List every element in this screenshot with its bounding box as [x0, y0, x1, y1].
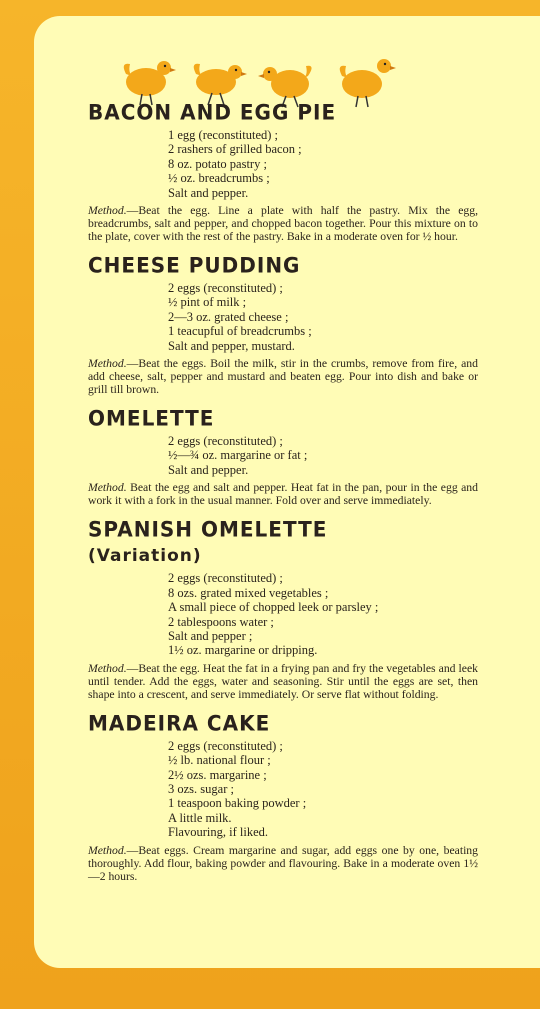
- ingredient-item: 1½ oz. margarine or dripping.: [168, 643, 318, 658]
- ingredient-list: [168, 281, 478, 353]
- recipe-title: CHEESE PUDDING: [88, 252, 301, 278]
- recipe-bacon-and-egg-pie: [88, 98, 478, 243]
- ingredient-item: ½ oz. breadcrumbs ;: [168, 171, 270, 186]
- method-paragraph: [88, 357, 478, 396]
- method-label: Method.: [88, 481, 127, 495]
- method-text: —Beat the egg. Heat the fat in a frying pan and fry the vegetables and leek until tender. Add the eggs, water and seasoning. Stir until the eggs are set, then shape into a crescent, and serve immediately. Or serve flat without folding.: [88, 661, 478, 701]
- method-paragraph: [88, 204, 478, 243]
- method-text: —Beat the egg. Line a plate with half the pastry. Mix the egg, breadcrumbs, salt and pepper, and chopped bacon together. Pour this mixture on to the plate, cover with the rest of the pastry. Bake in a moderate oven for ½ hour.: [88, 204, 478, 244]
- recipe-madeira-cake: [88, 709, 478, 883]
- ingredient-item: 2 eggs (reconstituted) ;: [168, 281, 283, 296]
- ingredient-item: 2 rashers of grilled bacon ;: [168, 142, 302, 157]
- method-label: Method.: [88, 661, 127, 675]
- ingredient-list: [168, 739, 478, 840]
- ingredient-item: ½ pint of milk ;: [168, 295, 247, 310]
- method-text: Beat the egg and salt and pepper. Heat fat in the pan, pour in the egg and work it with a fork in the usual manner. Fold over and serve immediately.: [88, 481, 478, 508]
- ingredient-item: A small piece of chopped leek or parsley ;: [168, 600, 379, 615]
- method-label: Method.: [88, 357, 127, 371]
- ingredient-item: 8 oz. potato pastry ;: [168, 156, 267, 171]
- recipe-cheese-pudding: [88, 251, 478, 396]
- recipe-list: [88, 98, 478, 891]
- ingredient-item: 2 tablespoons water ;: [168, 614, 274, 629]
- method-paragraph: [88, 662, 478, 701]
- method-label: Method.: [88, 843, 127, 857]
- ingredient-list: [168, 128, 478, 200]
- ingredient-item: Salt and pepper.: [168, 185, 249, 200]
- ingredient-item: 1 teacupful of breadcrumbs ;: [168, 324, 312, 339]
- ingredient-item: 2 eggs (reconstituted) ;: [168, 738, 283, 753]
- recipe-title: SPANISH OMELETTE: [88, 516, 328, 542]
- method-text: —Beat eggs. Cream margarine and sugar, add eggs one by one, beating thoroughly. Add flour, baking powder and flavouring. Bake in a moderate oven 1½—2 hours.: [88, 843, 478, 883]
- ingredient-item: Flavouring, if liked.: [168, 825, 268, 840]
- recipe-omelette: [88, 404, 478, 507]
- method-paragraph: [88, 844, 478, 883]
- ingredient-item: Salt and pepper.: [168, 462, 249, 477]
- recipe-title: MADEIRA CAKE: [88, 710, 271, 736]
- method-text: —Beat the eggs. Boil the milk, stir in the crumbs, remove from fire, and add cheese, salt, pepper and mustard and beaten egg. Pour into dish and bake or grill till brown.: [88, 357, 478, 397]
- ingredient-item: 1 egg (reconstituted) ;: [168, 128, 279, 142]
- ingredient-item: Salt and pepper ;: [168, 628, 253, 643]
- ingredient-item: 8 ozs. grated mixed vegetables ;: [168, 585, 329, 600]
- recipe-spanish-omelette: [88, 515, 478, 700]
- ingredient-item: 3 ozs. sugar ;: [168, 781, 234, 796]
- ingredient-item: ½ lb. national flour ;: [168, 753, 271, 768]
- ingredient-item: 2 eggs (reconstituted) ;: [168, 434, 283, 449]
- recipe-title: OMELETTE: [88, 405, 215, 431]
- ingredient-item: ½—¾ oz. margarine or fat ;: [168, 448, 308, 463]
- ingredient-item: 2½ ozs. margarine ;: [168, 767, 267, 782]
- ingredient-item: A little milk.: [168, 810, 232, 825]
- ingredient-list: [168, 571, 478, 657]
- method-paragraph: [88, 481, 478, 507]
- ingredient-item: 1 teaspoon baking powder ;: [168, 796, 307, 811]
- ingredient-item: Salt and pepper, mustard.: [168, 338, 295, 353]
- ingredient-item: 2 eggs (reconstituted) ;: [168, 571, 283, 586]
- ingredient-list: [168, 434, 478, 477]
- ingredient-item: 2—3 oz. grated cheese ;: [168, 309, 289, 324]
- recipe-title: BACON AND EGG PIE: [88, 99, 337, 125]
- method-label: Method.: [88, 204, 127, 218]
- recipe-subtitle: (Variation): [88, 546, 202, 567]
